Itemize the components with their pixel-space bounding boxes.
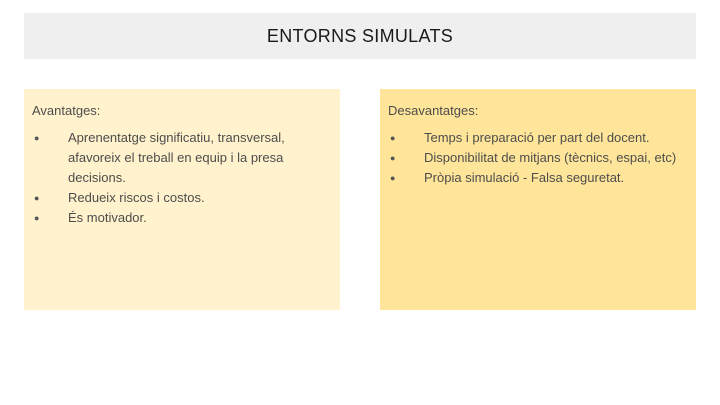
bullet-icon: ● bbox=[390, 133, 396, 143]
list-item-text: Disponibilitat de mitjans (tècnics, espai, etc) bbox=[424, 150, 677, 165]
list-item bbox=[32, 188, 330, 208]
slide-title: ENTORNS SIMULATS bbox=[266, 25, 454, 46]
list-item bbox=[32, 208, 330, 228]
list-item-text: Aprenentatge significatiu, transversal, afavoreix el treball en equip i la presa decisions. bbox=[68, 130, 285, 185]
advantages-panel bbox=[24, 89, 340, 310]
bullet-icon: ● bbox=[390, 173, 396, 183]
list-item bbox=[388, 148, 686, 168]
advantages-list bbox=[32, 128, 330, 228]
bullet-icon: ● bbox=[34, 133, 40, 143]
list-item bbox=[388, 128, 686, 148]
list-item-text: Pròpia simulació - Falsa seguretat. bbox=[424, 170, 625, 185]
list-item bbox=[32, 128, 330, 188]
list-item-text: Redueix riscos i costos. bbox=[68, 190, 205, 205]
list-item-text: És motivador. bbox=[68, 210, 147, 225]
list-item-text: Temps i preparació per part del docent. bbox=[424, 130, 650, 145]
disadvantages-list bbox=[388, 128, 686, 188]
title-bar bbox=[24, 13, 696, 59]
bullet-icon: ● bbox=[34, 213, 40, 223]
list-item bbox=[388, 168, 686, 188]
disadvantages-panel bbox=[380, 89, 696, 310]
bullet-icon: ● bbox=[34, 193, 40, 203]
disadvantages-heading: Desavantatges: bbox=[388, 103, 479, 118]
advantages-heading: Avantatges: bbox=[32, 103, 101, 118]
bullet-icon: ● bbox=[390, 153, 396, 163]
